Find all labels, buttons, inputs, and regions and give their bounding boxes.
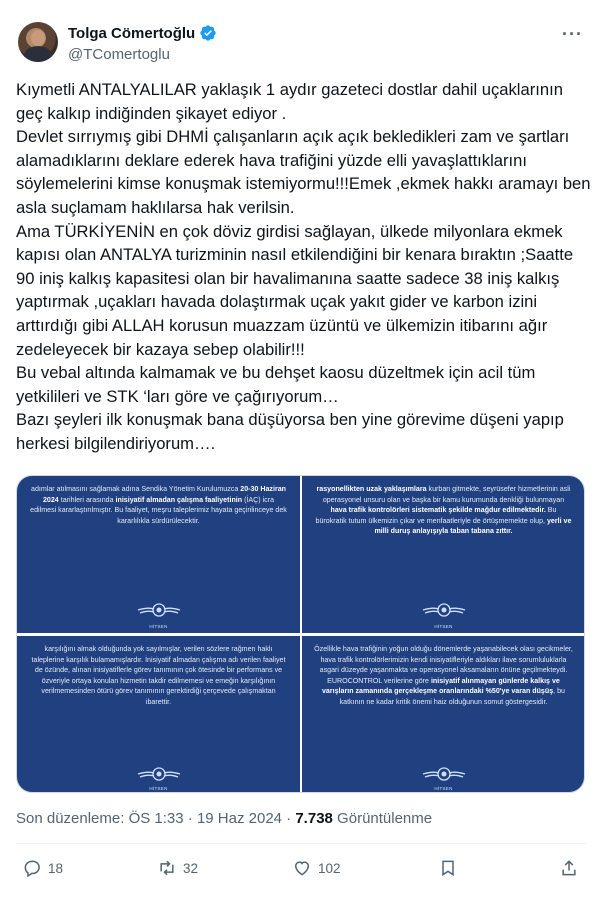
views-label: Görüntülenme [332,810,433,827]
reply-icon [22,858,42,878]
retweet-icon [157,858,177,878]
tweet-text: Kıymetli ANTALYALILAR yaklaşık 1 aydır gazeteci dostlar dahil uçaklarının geç kalkıp indiğinden şikayet ediyor . Devlet sırrıymış gibi DHMİ çalışanların açık açık bekledikleri zam ve şartları alamadıklarını deklare ederek hava trafiğini yüzde elli yavaşlattıklarını söylemelerini kimse konuşmak istemiyormu!!!Emek ,ekmek hakkı aramayı ben asla suçlamam haklılarsa hak verilsin. Ama TÜRKİYENİN en çok döviz girdisi sağlayan, ülkede milyonlara ekmek kapısı olan ANTALYA turizminin nasıl etkilendiğini bir kenara bıraktın ;Saatte 90 iniş kalkış kapasitesi olan bir havalimanına saatte sadece 38 iniş kalkış yaptırmak ,uçakları havada dolaştırmak uçak yakıt gider ve karbon izini arttırdığı gibi ALLAH korusun muazzam üzüntü ve ülkemizin itibarını ağır zedeleyecek bir kazaya sebep olabilir!!! Bu vebal altında kalmamak ve bu dehşet kaosu düzeltmek için acil tüm yetkilileri ve STK ‘ları göre ve çağırıyorum… Bazı şeyleri ilk konuşmak bana düşüyorsa ben yine görevime düşeni yapıp herkesi bilgilendiriyorum…. [16,80,591,453]
media-image-4[interactable] [302,636,585,793]
hitsen-logo [136,598,182,622]
media-image-1-text: adımlar atılmasını sağlamak adına Sendika Yönetim Kurulumuzca 20-30 Haziran 2024 tarihleri arasında inisiyatif almadan çalışma faaliyetinin (İAÇ) icra edilmesi kararlaştırılmıştır. Bu faaliyet, meşru taleplerimiz hayata geçirilinceye dek kararlılıkla sürdürülecektir. [30,485,287,525]
retweet-count: 32 [183,860,199,876]
author-handle[interactable]: @TComertoglu [68,46,170,63]
media-image-2[interactable] [302,476,585,633]
share-button[interactable] [559,858,579,878]
retweet-button[interactable] [157,858,198,878]
media-image-4-text: Özellikle hava trafiğinin yoğun olduğu dönemlerde yaşanabilecek olası gecikmeler, hava trafik kontrolörlerimizin kendi inisiyatifleriyle aldıkları ilave sorumluluklarla asgari düzeyde yaşanmakta ve operasyonel aksamaların önüne geçilmekteydi. EUROCONTROL verilerine göre inisiyatif alınmayan günlerde kalkış ve varışların zamanında gerçekleşme oranlarındaki %50'ye varan düşüş, bu katkının ne kadar kritik önemi haiz olduğunun somut göstergesidir. [314,645,573,706]
logo-label: HİTSEN [149,786,168,791]
tweet-meta [16,810,432,827]
like-count: 102 [318,860,341,876]
author-name[interactable]: Tolga Cömertoğlu [68,24,196,42]
media-grid[interactable] [16,475,585,793]
verified-badge-icon [199,24,217,42]
more-icon[interactable]: ··· [562,24,583,44]
author-name-row[interactable] [68,24,217,42]
reply-count: 18 [48,860,64,876]
avatar[interactable] [18,22,58,62]
tweet-header [16,18,587,66]
hitsen-logo [421,762,467,786]
bookmark-icon [438,858,458,878]
action-bar [16,852,587,888]
logo-label: HİTSEN [149,624,168,629]
media-image-3-text: karşılığını almak olduğunda yok sayılmışlar, verilen sözlere rağmen haklı taleplerine karşılık bulamamışlardır. İnisiyatif almadan çalışma adı verilen faaliyet de özünde, alınan inisiyatiflerle görev tanımının çok ötesinde bir performans ve özveriyle ortaya konulan hizmetin takdir edilmemesi ve emeğin karşılığının verilmemesinden ötürü görev tanımının gerektirdiği çerçevede çalışmaktan ibarettir. [31,645,286,706]
hitsen-logo [136,762,182,786]
media-image-2-text: rasyonellikten uzak yaklaşımlara kurban gitmekte, seyrüsefer hizmetlerinin asli operasyonel unsuru olan ve başka bir kamu kurumunda denkliği bulunmayan hava trafik kontrolörleri sistematik şekilde mağdur edilmektedir. Bu bürokratik tutum ülkemizin çıkar ve menfaatleriyle de örtüşmemekte olup, yerli ve milli duruş anlayışıyla taban tabana zıttır. [315,485,572,536]
hitsen-logo [421,598,467,622]
bookmark-button[interactable] [438,858,458,878]
like-icon [292,858,312,878]
edited-timestamp[interactable]: Son düzenleme: ÖS 1:33 · 19 Haz 2024 · [16,810,296,827]
logo-label: HİTSEN [434,624,453,629]
media-image-1[interactable] [17,476,300,633]
views-count: 7.738 [295,810,333,827]
divider [16,843,587,844]
media-image-3[interactable] [17,636,300,793]
share-icon [559,858,579,878]
reply-button[interactable] [22,858,63,878]
like-button[interactable] [292,858,341,878]
logo-label: HİTSEN [434,786,453,791]
